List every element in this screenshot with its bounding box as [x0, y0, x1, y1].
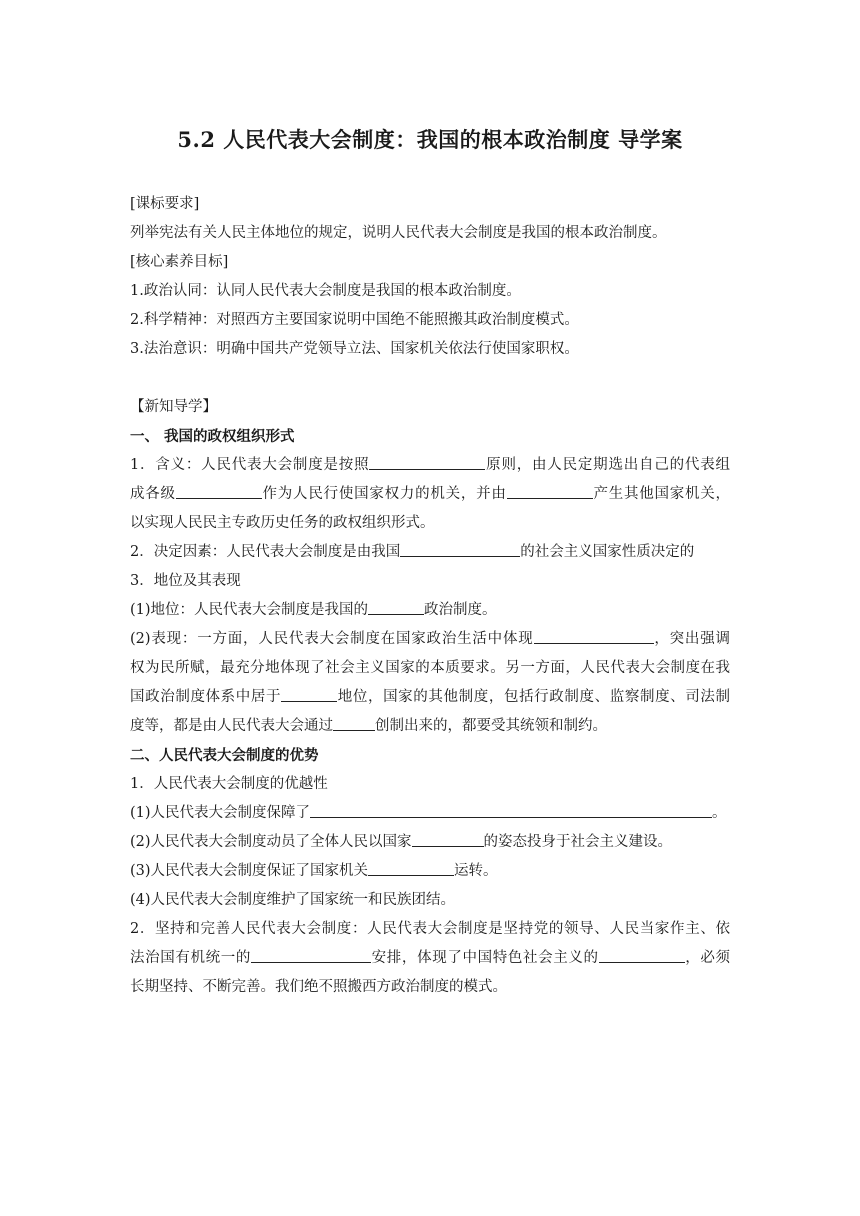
text: (1)人民代表大会制度保障了 [130, 805, 311, 821]
text: (2)表现：一方面，人民代表大会制度在国家政治生活中体现 [130, 631, 534, 647]
text: (3)人民代表大会制度保证了国家机关 [130, 863, 369, 879]
fill-blank[interactable] [281, 684, 337, 702]
superiority-item-3 [130, 857, 730, 886]
status-line [130, 596, 730, 625]
fill-blank[interactable] [310, 800, 712, 818]
text: 国政治制度体系中居于 [130, 689, 282, 705]
text: 2．决定因素：人民代表大会制度是由我国 [130, 544, 401, 560]
section2-title: 二、人民代表大会制度的优势 [130, 747, 319, 764]
definition-line-3: 以实现人民民主专政历史任务的政权组织形式。 [130, 515, 435, 531]
fill-blank[interactable] [251, 945, 371, 963]
uphold-line-2 [130, 944, 730, 973]
document-title: 5.2 人民代表大会制度：我国的根本政治制度 导学案 [177, 127, 683, 152]
new-knowledge-heading: 【新知导学】 [130, 399, 217, 415]
status-heading: 3．地位及其表现 [130, 573, 241, 589]
text: 安排，体现了中国特色社会主义的 [371, 950, 599, 966]
text: (1)地位：人民代表大会制度是我国的 [130, 602, 369, 618]
curriculum-text: 列举宪法有关人民主体地位的规定，说明人民代表大会制度是我国的根本政治制度。 [130, 225, 667, 241]
text: 度等，都是由人民代表大会通过 [130, 718, 333, 734]
core-goal-item: 2.科学精神：对照西方主要国家说明中国绝不能照搬其政治制度模式。 [130, 312, 579, 328]
superiority-item-1 [130, 799, 730, 828]
fill-blank[interactable] [368, 597, 424, 615]
uphold-line-3: 长期坚持、不断完善。我们绝不照搬西方政治制度的模式。 [130, 979, 507, 995]
text: 法治国有机统一的 [130, 950, 252, 966]
text: 。 [712, 805, 727, 821]
determining-factor [130, 538, 730, 567]
spacer [130, 364, 730, 393]
fill-blank[interactable] [176, 481, 262, 499]
performance-line-3 [130, 683, 730, 712]
text: 地位，国家的其他制度，包括行政制度、监察制度、司法制 [337, 689, 731, 705]
text: 的姿态投身于社会主义建设。 [483, 834, 673, 850]
performance-line-2: 权为民所赋，最充分地体现了社会主义国家的本质要求。另一方面，人民代表大会制度在我 [130, 660, 730, 676]
uphold-line-1: 2．坚持和完善人民代表大会制度：人民代表大会制度是坚持党的领导、人民当家作主、依 [130, 921, 730, 937]
curriculum-heading: [课标要求] [130, 196, 200, 212]
fill-blank[interactable] [534, 626, 654, 644]
text: 作为人民行使国家权力的机关，并由 [261, 486, 507, 502]
text: 1．含义：人民代表大会制度是按照 [130, 457, 370, 473]
fill-blank[interactable] [599, 945, 685, 963]
text: ，必须 [684, 950, 731, 966]
text: 运转。 [454, 863, 498, 879]
text: (2)人民代表大会制度动员了全体人民以国家 [130, 834, 412, 850]
text: 产生其他国家机关， [592, 486, 731, 502]
core-goals-heading: [核心素养目标] [130, 254, 229, 270]
fill-blank[interactable] [368, 858, 454, 876]
superiority-item-2 [130, 828, 730, 857]
core-goal-item: 3.法治意识：明确中国共产党领导立法、国家机关依法行使国家职权。 [130, 341, 579, 357]
definition-line-2 [130, 480, 730, 509]
text: 成各级 [130, 486, 176, 502]
text: ，突出强调 [653, 631, 730, 647]
section1-title: 一、 我国的政权组织形式 [130, 428, 295, 445]
fill-blank[interactable] [507, 481, 593, 499]
performance-line-1 [130, 625, 730, 654]
core-goal-item: 1.政治认同：认同人民代表大会制度是我国的根本政治制度。 [130, 283, 521, 299]
fill-blank[interactable] [369, 452, 485, 470]
document-body [130, 190, 730, 1002]
text: 政治制度。 [424, 602, 497, 618]
fill-blank[interactable] [333, 713, 375, 731]
text: 的社会主义国家性质决定的 [520, 544, 695, 560]
text: 原则，由人民定期选出自己的代表组 [485, 457, 730, 473]
fill-blank[interactable] [400, 539, 520, 557]
fill-blank[interactable] [412, 829, 484, 847]
definition-line-1 [130, 451, 730, 480]
text: 创制出来的，都要受其统领和制约。 [375, 718, 607, 734]
performance-line-4 [130, 712, 730, 741]
superiority-heading: 1．人民代表大会制度的优越性 [130, 776, 328, 792]
superiority-item-4: (4)人民代表大会制度维护了国家统一和民族团结。 [130, 892, 456, 908]
